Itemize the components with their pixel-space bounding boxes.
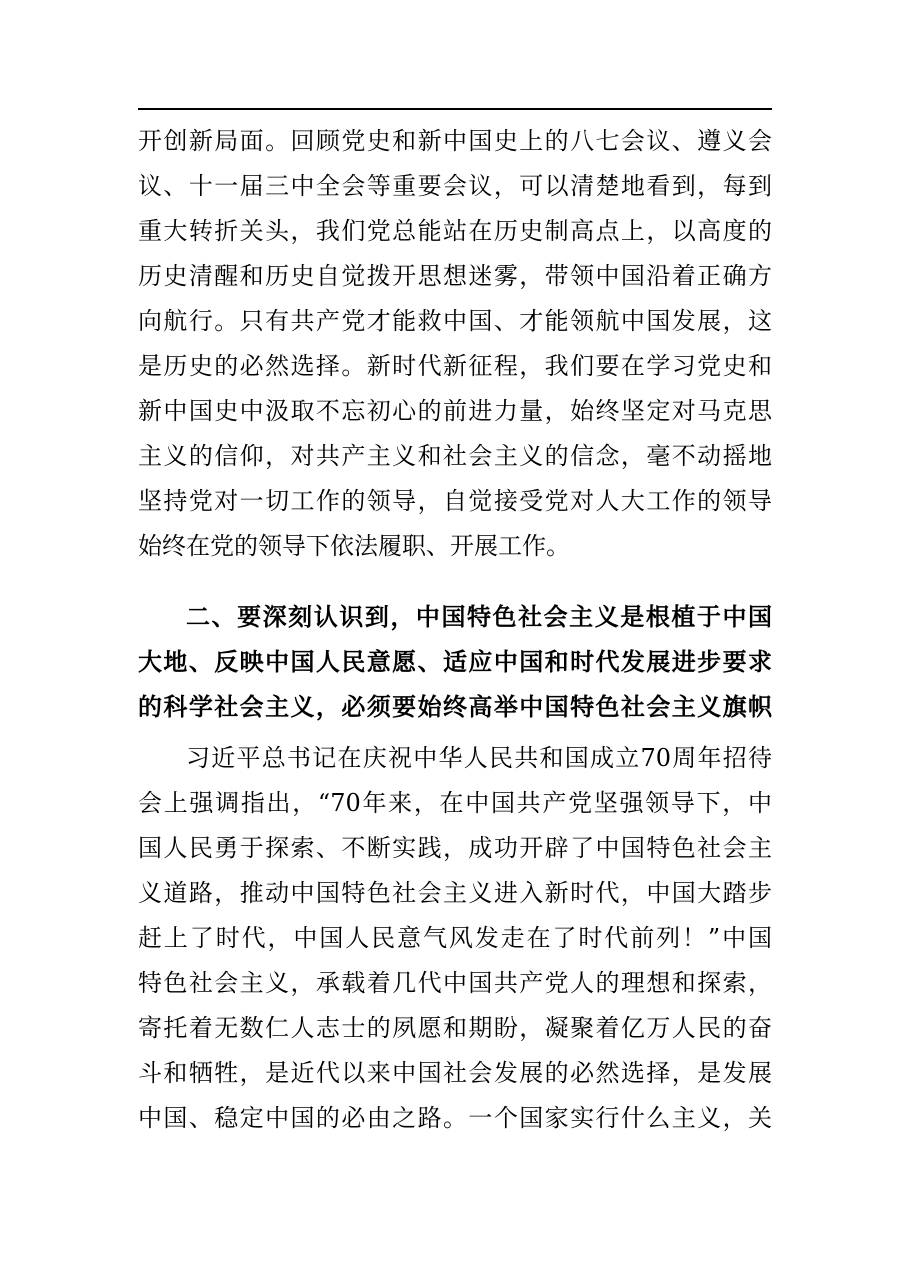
text-line: 特色社会主义，承载着几代中国共产党人的理想和探索， xyxy=(138,969,772,997)
text-line: 斗和牺牲，是近代以来中国社会发展的必然选择，是发展 xyxy=(138,1059,772,1087)
heading-line: 二、要深刻认识到，中国特色社会主义是根植于中国 xyxy=(186,603,772,631)
text-line: 开创新局面。回顾党史和新中国史上的八七会议、遵义会 xyxy=(138,127,772,155)
text-line: 中国、稳定中国的必由之路。一个国家实行什么主义，关 xyxy=(138,1104,772,1132)
text-line: 习近平总书记在庆祝中华人民共和国成立70周年招待 xyxy=(186,744,772,772)
text-line: 主义的信仰，对共产主义和社会主义的信念，毫不动摇地 xyxy=(138,442,772,470)
text-line: 始终在党的领导下依法履职、开展工作。 xyxy=(138,532,570,560)
text-line: 坚持党对一切工作的领导，自觉接受党对人大工作的领导 xyxy=(138,487,772,515)
text-line: 寄托着无数仁人志士的夙愿和期盼，凝聚着亿万人民的奋 xyxy=(138,1014,772,1042)
header-rule xyxy=(138,108,772,110)
text-line: 国人民勇于探索、不断实践，成功开辟了中国特色社会主 xyxy=(138,834,772,862)
text-line: 会上强调指出，“70年来，在中国共产党坚强领导下，中 xyxy=(138,789,772,817)
text-line: 重大转折关头，我们党总能站在历史制高点上，以高度的 xyxy=(138,217,772,245)
text-line: 向航行。只有共产党才能救中国、才能领航中国发展，这 xyxy=(138,307,772,335)
text-line: 是历史的必然选择。新时代新征程，我们要在学习党史和 xyxy=(138,352,772,380)
heading-line: 的科学社会主义，必须要始终高举中国特色社会主义旗帜 xyxy=(138,693,772,721)
text-line: 历史清醒和历史自觉拨开思想迷雾，带领中国沿着正确方 xyxy=(138,262,772,290)
text-line: 新中国史中汲取不忘初心的前进力量，始终坚定对马克思 xyxy=(138,397,772,425)
heading-line: 大地、反映中国人民意愿、适应中国和时代发展进步要求 xyxy=(138,648,772,676)
text-line: 义道路，推动中国特色社会主义进入新时代，中国大踏步 xyxy=(138,879,772,907)
text-line: 赶上了时代，中国人民意气风发走在了时代前列！”中国 xyxy=(138,924,772,952)
text-line: 议、十一届三中全会等重要会议，可以清楚地看到，每到 xyxy=(138,172,772,200)
